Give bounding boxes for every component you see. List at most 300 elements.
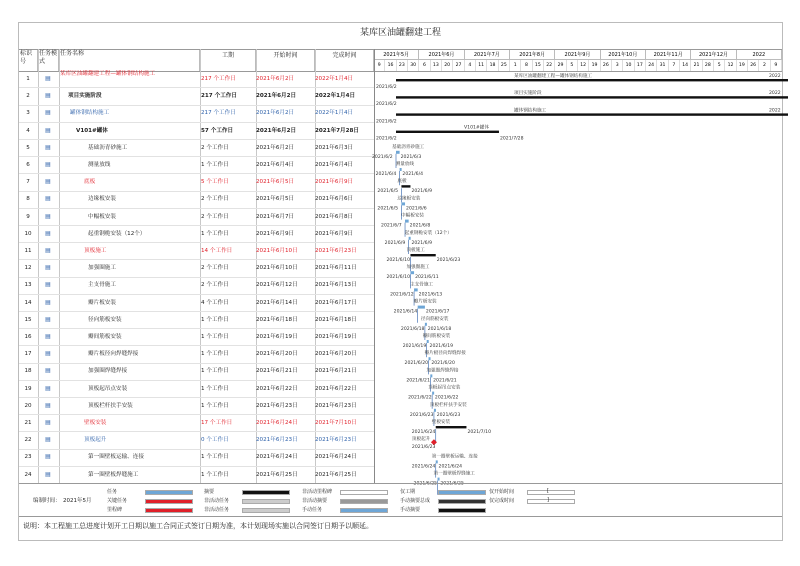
task-start: 2021年6月21日	[256, 368, 298, 375]
timescale-day: 11	[476, 60, 487, 71]
timescale-day: 19	[737, 60, 748, 71]
gantt-start-label: 2021/6/21	[406, 378, 430, 384]
summary-bar	[396, 79, 788, 81]
task-mode-icon: ▤	[45, 453, 51, 461]
task-end: 2021年6月22日	[315, 385, 357, 392]
timescale-month: 2021年9月	[555, 50, 600, 60]
task-id: 11	[24, 248, 32, 254]
gantt-start-label: 2021/6/7	[381, 223, 402, 229]
task-id: 21	[24, 420, 32, 426]
table-row[interactable]	[19, 467, 374, 484]
gantt-task-label: V101#罐体	[464, 125, 489, 131]
task-end: 2021年6月8日	[315, 213, 354, 220]
task-name: 项目实施阶段	[68, 93, 102, 100]
gantt-start-label: 2021/6/19	[402, 344, 427, 349]
gantt-end-label: 2021/6/22	[434, 395, 459, 401]
task-id: 7	[26, 179, 30, 186]
table-row[interactable]	[19, 123, 374, 140]
gantt-end-label: 2021/6/9	[411, 189, 433, 195]
gantt-document	[18, 22, 783, 541]
task-mode-icon: ▤	[45, 367, 51, 375]
table-row[interactable]	[19, 312, 374, 329]
legend	[19, 483, 782, 517]
legend-item-label: 手动任务	[302, 507, 323, 513]
gantt-start-label: 2021/6/25	[413, 481, 438, 487]
task-name: 顶板起吊点安装	[88, 385, 128, 392]
task-name: 瓣间筋板安装	[88, 334, 122, 340]
gantt-task-label: 壁板安装	[431, 420, 451, 425]
task-duration: 1 个工作日	[201, 316, 229, 323]
task-mode-icon: ▤	[45, 315, 51, 323]
gantt-end-label: 2021/7/10	[467, 430, 492, 435]
timescale-day: 23	[397, 60, 408, 71]
gantt-end-label: 2021/6/6	[406, 206, 427, 212]
task-end: 2021年6月23日	[315, 248, 357, 254]
task-mode-icon: ▤	[45, 161, 51, 168]
task-duration: 1 个工作日	[201, 230, 229, 237]
task-bar	[436, 460, 438, 463]
task-end: 2022年1月4日	[315, 76, 354, 82]
task-end: 2021年6月25日	[315, 471, 357, 478]
header-duration: 工期	[200, 50, 256, 71]
task-duration: 14 个工作日	[201, 248, 233, 254]
task-end: 2022年1月4日	[315, 110, 354, 117]
legend-swatch	[527, 499, 575, 504]
footnote: 说明：本工程施工总进度计划开工日期以施工合同正式签订日期为准，本计划现场实施以合同签订日期予以顺延。	[23, 522, 373, 530]
gantt-task-label: 顶板起升	[411, 437, 431, 443]
timescale-month: 2022	[737, 50, 782, 60]
gantt-end-label: 2021/6/20	[431, 361, 455, 367]
gantt-task-label: 顶板起吊点安装	[428, 385, 461, 391]
task-mode-icon: ▤	[45, 401, 51, 409]
timescale-day: 27	[453, 60, 464, 71]
timescale-day: 3	[612, 60, 623, 71]
gantt-end-label: 2021/6/9	[411, 240, 433, 246]
gantt-task-label: 项目实施阶段	[514, 91, 542, 97]
legend-item-label: 关键任务	[107, 498, 128, 504]
task-duration: 1 个工作日	[201, 368, 229, 375]
task-id: 8	[26, 196, 30, 203]
timescale-day: 16	[385, 60, 396, 71]
legend-item-label: 摘要	[204, 489, 215, 495]
task-bar	[432, 392, 434, 395]
task-name: 第一圈壁板焊缝施工	[88, 471, 139, 478]
task-name: 测量放线	[88, 162, 111, 168]
timescale-day: 18	[487, 60, 498, 71]
task-end: 2021年7月10日	[315, 420, 357, 426]
gantt-end-label: 2021/6/4	[402, 172, 424, 177]
legend-swatch	[340, 499, 388, 504]
task-mode-icon: ▤	[45, 419, 51, 426]
gantt-start-label: 2021/6/23	[411, 445, 436, 451]
timescale-day: 15	[533, 60, 544, 71]
task-duration: 4 个工作日	[201, 299, 229, 306]
gantt-task-label: 瓣间筋板安装	[422, 334, 451, 339]
gantt-start-label: 2021/6/22	[408, 395, 432, 401]
table-row[interactable]	[19, 226, 374, 243]
timescale-month: 2021年10月	[601, 50, 646, 60]
gantt-end-label: 2021/6/25	[440, 481, 464, 487]
task-duration: 217 个工作日	[201, 93, 237, 100]
task-id: 24	[24, 471, 32, 478]
task-mode-icon: ▤	[45, 229, 51, 237]
task-end: 2021年6月4日	[315, 162, 354, 168]
gantt-start-label: 2021/6/2	[376, 136, 397, 142]
task-id: 18	[24, 368, 32, 375]
header-name: 任务名称	[59, 50, 200, 71]
task-start: 2021年6月7日	[256, 213, 295, 220]
task-mode-icon: ▤	[45, 470, 51, 478]
gantt-start-label: 2021/6/5	[377, 206, 399, 212]
task-mode-icon: ▤	[45, 247, 51, 254]
task-start: 2021年6月9日	[256, 230, 295, 237]
task-start: 2021年6月22日	[256, 385, 298, 392]
task-duration: 1 个工作日	[201, 162, 229, 168]
task-end: 2021年6月20日	[315, 351, 357, 358]
task-bar	[429, 357, 431, 360]
table-row[interactable]	[19, 260, 374, 277]
table-row[interactable]	[19, 243, 374, 260]
timescale-day: 30	[408, 60, 419, 71]
legend-item-label: 里程碑	[107, 507, 123, 513]
legend-swatch	[438, 490, 486, 495]
task-name: 顶板起升	[84, 437, 107, 444]
gantt-end-label: 2021/6/17	[425, 309, 450, 315]
legend-swatch	[527, 490, 575, 495]
task-mode-icon: ▤	[45, 143, 51, 151]
task-start: 2021年6月12日	[256, 282, 298, 289]
task-duration: 217 个工作日	[201, 76, 236, 82]
task-end: 2021年6月18日	[315, 316, 357, 323]
gantt-task-label: 顶板栏杆扶手安装	[429, 402, 467, 408]
timescale-day: 9	[771, 60, 782, 71]
gantt-end-label: 2021/7/28	[499, 136, 524, 142]
legend-swatch	[438, 499, 486, 504]
task-end: 2021年6月9日	[315, 179, 354, 186]
table-row[interactable]	[19, 88, 374, 105]
gantt-end-label: 2021/6/24	[438, 464, 463, 470]
task-start: 2021年6月19日	[256, 334, 298, 340]
task-end: 2021年6月13日	[315, 282, 357, 289]
task-id: 4	[26, 127, 30, 134]
timescale-month: 2021年8月	[510, 50, 555, 60]
table-row[interactable]	[19, 105, 374, 122]
task-mode-icon: ▤	[45, 92, 51, 100]
gantt-start-label: 2021/6/20	[404, 361, 429, 367]
table-header	[19, 49, 782, 72]
legend-item-label: 非活动里程碑	[302, 489, 333, 495]
task-name: 顶板施工	[84, 248, 107, 254]
table-row[interactable]	[19, 363, 374, 380]
task-duration: 1 个工作日	[201, 471, 229, 478]
table-row[interactable]	[19, 346, 374, 363]
gantt-task-label: 中幅板安装	[401, 213, 425, 219]
task-start: 2021年6月2日	[256, 76, 295, 82]
task-name: 瓣片板安装	[88, 299, 116, 306]
task-duration: 2 个工作日	[201, 144, 229, 151]
gantt-start-label: 2021/6/5	[377, 189, 399, 195]
gantt-start-label: 2021/6/2	[376, 102, 397, 108]
table-row[interactable]	[19, 71, 374, 88]
task-start: 2021年6月5日	[256, 196, 295, 203]
task-id: 14	[24, 299, 32, 306]
task-bar	[427, 340, 429, 343]
task-end: 2021年6月23日	[315, 437, 357, 444]
task-duration: 1 个工作日	[201, 402, 229, 409]
legend-item-label: 手动摘要	[400, 507, 421, 513]
task-duration: 2 个工作日	[201, 196, 229, 203]
gantt-end-label: 2021/6/11	[415, 275, 439, 281]
task-id: 20	[24, 402, 32, 409]
gantt-task-label: 边缘板安装	[397, 196, 421, 202]
task-start: 2021年6月24日	[256, 454, 298, 461]
edit-date-label: 编制时间：	[33, 498, 61, 504]
task-duration: 2 个工作日	[201, 213, 229, 220]
table-row[interactable]	[19, 449, 374, 466]
task-start: 2021年6月25日	[256, 471, 298, 478]
timescale-day: 25	[499, 60, 510, 71]
task-name: 顶板栏杆扶手安装	[88, 402, 133, 409]
table-row[interactable]	[19, 432, 374, 449]
table-row[interactable]	[19, 157, 374, 174]
legend-item-label: 仅工期	[400, 489, 416, 495]
timescale-day: 5	[567, 60, 578, 71]
legend-swatch	[145, 490, 193, 495]
task-name: 罐体钢结构施工	[70, 110, 110, 117]
task-start: 2021年6月4日	[256, 162, 295, 168]
task-start: 2021年6月2日	[256, 93, 297, 100]
task-bar	[425, 323, 427, 326]
task-name: 中幅板安装	[88, 213, 116, 220]
task-mode-icon: ▤	[45, 109, 51, 117]
table-row[interactable]	[19, 415, 374, 432]
task-bar	[434, 409, 436, 412]
task-name: 第一圈壁板运输、连接	[88, 454, 144, 461]
task-start: 2021年6月2日	[256, 110, 295, 117]
task-bar	[400, 168, 402, 171]
legend-swatch	[145, 508, 193, 513]
gantt-end-label: 2021/6/21	[433, 378, 457, 384]
timescale-day: 5	[714, 60, 725, 71]
task-bar	[414, 288, 418, 291]
summary-bar	[396, 96, 788, 98]
task-id: 23	[24, 454, 32, 461]
gantt-task-label: 径向筋板安装	[420, 316, 449, 322]
gantt-task-label: 测量放线	[395, 162, 415, 167]
timescale-month: 2021年11月	[646, 50, 691, 60]
task-end: 2021年6月23日	[315, 402, 357, 409]
legend-swatch	[242, 499, 290, 504]
gantt-start-label: 2021/6/23	[409, 412, 434, 418]
task-duration: 1 个工作日	[201, 334, 229, 340]
task-start: 2021年6月24日	[256, 420, 298, 426]
task-end: 2021年6月21日	[315, 368, 357, 375]
legend-item-label: 仅开始时间	[489, 489, 515, 495]
legend-item-label: 非活动任务	[204, 498, 230, 504]
gantt-start-label: 2021/6/4	[375, 172, 397, 177]
gantt-task-label: 顶板施工	[406, 248, 425, 253]
gantt-start-label: 2021/6/9	[384, 240, 406, 246]
task-mode-icon: ▤	[45, 195, 51, 203]
gantt-end-label: 2021/6/13	[418, 292, 443, 298]
timescale-day: 24	[646, 60, 657, 71]
task-end: 2021年6月3日	[315, 144, 354, 151]
task-duration: 5 个工作日	[201, 179, 229, 186]
task-id: 15	[24, 316, 32, 323]
timescale-day: 14	[680, 60, 691, 71]
gantt-end-label: 2021/6/3	[400, 154, 422, 160]
table-row[interactable]	[19, 398, 374, 415]
task-mode-icon: ▤	[45, 298, 51, 306]
task-id: 12	[24, 265, 32, 272]
task-name: 壁板安装	[84, 420, 107, 426]
timescale-day: 1	[510, 60, 521, 71]
task-id: 13	[24, 282, 32, 289]
timescale-day: 7	[669, 60, 680, 71]
gantt-end-label: 2021/6/23	[436, 258, 461, 263]
summary-bar	[401, 185, 410, 187]
task-bar	[418, 306, 425, 309]
task-end: 2021年6月9日	[315, 230, 354, 237]
task-start: 2021年6月2日	[256, 144, 295, 151]
task-start: 2021年6月10日	[256, 248, 298, 254]
document-title: 某库区油罐翻建工程	[359, 28, 441, 38]
table-row[interactable]	[19, 329, 374, 346]
gantt-start-label: 2021/6/14	[393, 309, 418, 315]
task-start: 2021年6月23日	[256, 402, 298, 409]
task-duration: 57 个工作日	[201, 127, 234, 134]
task-mode-icon: ▤	[45, 350, 51, 358]
gantt-task-label: 罐体钢结构施工	[514, 108, 547, 114]
gantt-end-label: 2021/6/18	[427, 326, 452, 332]
legend-swatch	[340, 490, 388, 495]
task-start: 2021年6月2日	[256, 127, 297, 134]
task-duration: 1 个工作日	[201, 351, 229, 358]
task-mode-icon: ▤	[45, 436, 51, 444]
gantt-start-label: 2021/6/24	[411, 464, 436, 470]
task-bar	[396, 151, 400, 154]
timescale-month: 2021年6月	[419, 50, 464, 60]
task-name: 加强圈施工	[88, 265, 116, 272]
header-mode: 任务模式	[38, 50, 59, 71]
task-start: 2021年6月23日	[256, 437, 298, 444]
table-row[interactable]	[19, 209, 374, 226]
task-bar	[410, 271, 414, 274]
task-start: 2021年6月5日	[256, 179, 295, 186]
timescale-day: 26	[601, 60, 612, 71]
table-row[interactable]	[19, 140, 374, 157]
summary-bar	[436, 426, 467, 428]
task-mode-icon: ▤	[45, 333, 51, 340]
gantt-start-label: 2021/6/2	[376, 85, 397, 90]
gantt-task-label: 某库区油罐翻建工程—罐体钢结构施工	[514, 74, 593, 79]
gantt-task-label: 第一圈壁板运输、连接	[431, 454, 478, 460]
legend-marker: [	[547, 488, 549, 494]
table-row[interactable]	[19, 191, 374, 208]
timescale-day: 9	[374, 60, 385, 71]
gantt-end-label: 2022	[769, 91, 781, 97]
task-name: 主支骨施工	[88, 282, 116, 289]
task-end: 2021年6月6日	[315, 196, 354, 203]
gantt-start-label: 2021/6/10	[386, 275, 411, 281]
legend-item-label: 任务	[107, 489, 118, 495]
timescale-day: 20	[442, 60, 453, 71]
timescale-day: 12	[578, 60, 589, 71]
task-id: 17	[24, 351, 32, 358]
task-mode-icon: ▤	[45, 281, 51, 289]
timescale-day: 2	[759, 60, 770, 71]
table-row[interactable]	[19, 381, 374, 398]
gantt-start-label: 2021/6/24	[411, 430, 436, 435]
task-mode-icon: ▤	[45, 384, 51, 392]
task-mode-icon: ▤	[45, 178, 51, 186]
header-end: 完成时间	[315, 50, 374, 71]
task-name: 底板	[84, 179, 96, 186]
legend-swatch	[145, 499, 193, 504]
task-name: 加强圈焊缝焊接	[88, 368, 128, 375]
task-end: 2021年7月28日	[315, 127, 360, 134]
task-start: 2021年6月18日	[256, 316, 298, 323]
legend-swatch	[242, 508, 290, 513]
task-mode-icon: ▤	[45, 126, 51, 134]
gantt-end-label: 2022	[769, 74, 781, 79]
timescale-day: 28	[703, 60, 714, 71]
task-id: 2	[26, 93, 30, 100]
table-row[interactable]	[19, 174, 374, 191]
summary-bar	[396, 113, 788, 115]
table-row[interactable]	[19, 277, 374, 294]
task-mode-icon: ▤	[45, 212, 51, 220]
timescale-month: 2021年5月	[374, 50, 419, 60]
task-end: 2021年6月24日	[315, 454, 357, 461]
task-end: 2021年6月19日	[315, 334, 357, 340]
task-id: 19	[24, 385, 32, 392]
task-mode-icon: ▤	[45, 75, 51, 82]
task-end: 2021年6月17日	[315, 299, 357, 306]
task-end: 2022年1月4日	[315, 93, 356, 100]
gantt-task-label: 起重钢桅安装（12个）	[404, 230, 452, 236]
timescale-month: 2021年12月	[691, 50, 736, 60]
table-row[interactable]	[19, 295, 374, 312]
legend-item-label: 非活动任务	[204, 507, 230, 513]
legend-swatch	[438, 508, 486, 513]
task-start: 2021年6月20日	[256, 351, 298, 358]
timescale-day: 10	[623, 60, 634, 71]
task-duration: 1 个工作日	[201, 385, 229, 392]
task-end: 2021年6月11日	[315, 265, 357, 272]
header-id: 标识号	[19, 50, 38, 71]
gantt-task-label: 加强圈施工	[406, 265, 430, 271]
gantt-end-label: 2021/6/23	[436, 412, 461, 418]
summary-bar	[410, 254, 435, 256]
task-name: 瓣片板径向焊缝焊接	[88, 351, 139, 358]
gantt-start-label: 2021/6/2	[376, 119, 397, 125]
task-name: 某库区油罐翻建工程—罐体钢结构施工	[60, 71, 156, 77]
edit-date: 2021年5月	[63, 498, 92, 504]
task-duration: 1 个工作日	[201, 454, 229, 461]
task-start: 2021年6月14日	[256, 299, 298, 306]
task-id: 9	[26, 213, 30, 220]
task-duration: 0 个工作日	[201, 437, 229, 444]
task-start: 2021年6月10日	[256, 265, 298, 272]
timescale-day: 6	[419, 60, 430, 71]
task-bar	[430, 374, 432, 377]
task-id: 10	[24, 230, 32, 237]
task-name: 径向筋板安装	[88, 316, 122, 323]
timescale-day: 17	[635, 60, 646, 71]
gantt-task-label: 基础沥青砂施工	[392, 144, 425, 150]
task-id: 22	[24, 437, 32, 444]
